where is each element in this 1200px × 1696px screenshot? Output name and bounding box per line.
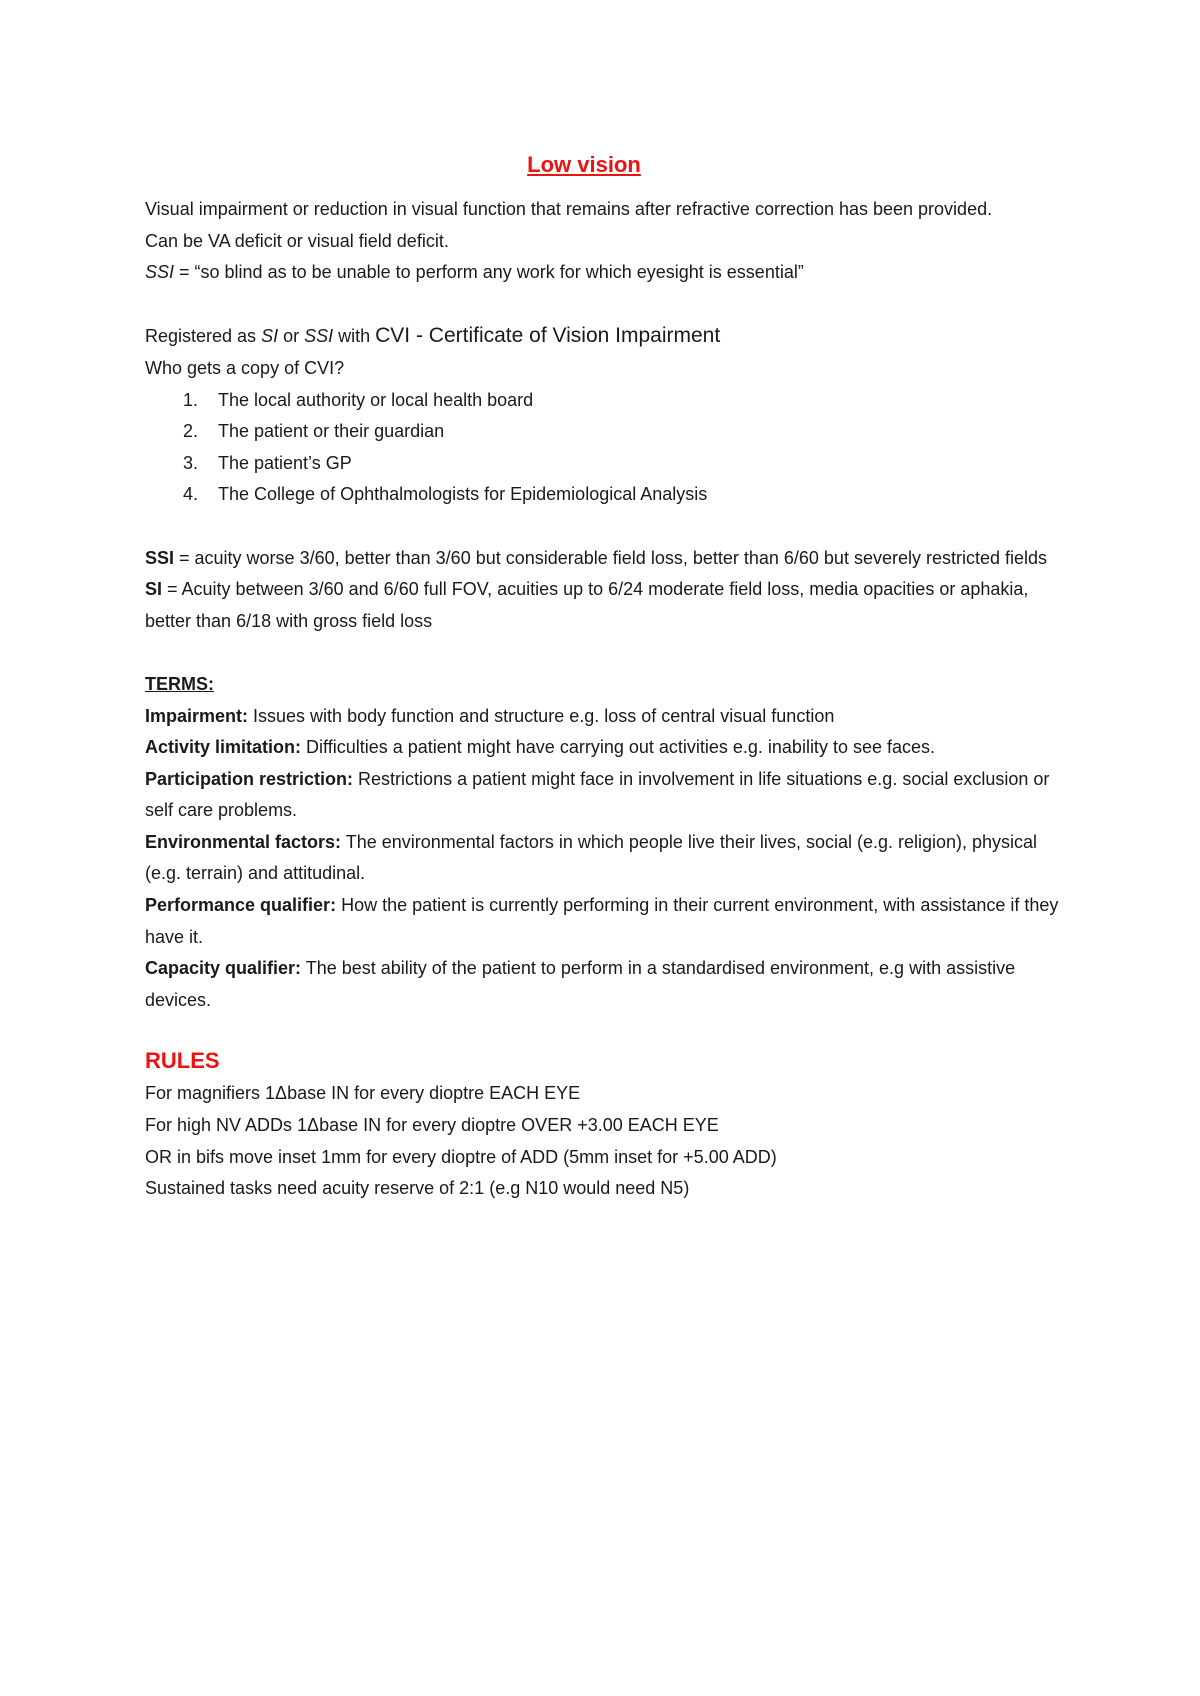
spacer [145,289,1065,321]
ssi-criteria [145,543,1065,575]
list-item [145,448,1065,480]
registration-line [145,320,1065,353]
ssi-criteria-label: SSI [145,547,175,568]
list-item [145,385,1065,417]
intro-deficit-types: Can be VA deficit or visual field deficit. [145,230,449,251]
document-body [145,150,1065,1205]
term-label: Capacity qualifier: [145,958,302,979]
si-criteria-text: = Acuity between 3/60 and 6/60 full FOV, acuities up to 6/24 moderate field loss, media opacities or aphakia, better than 6/18 with gross field loss [145,579,1029,631]
list-number: 3. [183,452,199,473]
term-label: Participation restriction: [145,768,354,789]
term-label: Activity limitation: [145,737,302,758]
term-text: Issues with body function and structure e.g. loss of central visual function [248,705,835,726]
spacer [145,1016,1065,1044]
term-capacity-qualifier [145,953,1065,1016]
spacer [145,511,1065,543]
intro-ssi-definition [145,257,1065,289]
term-performance-qualifier [145,890,1065,953]
page-title [145,150,1065,180]
term-participation-restriction [145,764,1065,827]
term-environmental-factors [145,827,1065,890]
list-number: 1. [183,389,199,410]
rule-line: OR in bifs move inset 1mm for every dioptre of ADD (5mm inset for +5.00 ADD) [145,1146,777,1167]
si-criteria [145,574,1065,637]
term-text: Difficulties a patient might have carrying out activities e.g. inability to see faces. [301,737,935,758]
list-text: The local authority or local health board [218,389,534,410]
list-text: The patient or their guardian [218,421,445,442]
term-label: Environmental factors: [145,831,342,852]
list-number: 4. [183,484,199,505]
cvi-recipients-list [145,385,1065,511]
list-number: 2. [183,421,199,442]
term-label: Performance qualifier: [145,895,337,916]
term-label: Impairment: [145,705,249,726]
term-activity-limitation [145,732,1065,764]
cvi-question: Who gets a copy of CVI? [145,357,345,378]
spacer [145,637,1065,669]
rules-heading: RULES [145,1048,220,1074]
list-text: The patient’s GP [218,452,352,473]
list-item [145,479,1065,511]
term-impairment [145,701,1065,733]
intro-definition: Visual impairment or reduction in visual function that remains after refractive correction has been provided. [145,199,993,219]
ssi-quote: = “so blind as to be unable to perform any work for which eyesight is essential” [174,262,804,283]
term-text: The environmental factors in which people live their lives, social (e.g. religion), physical (e.g. terrain) and attitudinal. [145,831,1038,884]
title-text: Low vision [527,152,641,177]
registration-si: SI [261,326,279,347]
registration-ssi: SSI [304,326,334,347]
ssi-criteria-text: = acuity worse 3/60, better than 3/60 but considerable field loss, better than 6/60 but severely restricted fields [174,547,1048,568]
registration-cvi: CVI - Certificate of Vision Impairment [375,324,721,348]
list-text: The College of Ophthalmologists for Epidemiological Analysis [218,484,708,505]
term-text: Restrictions a patient might face in involvement in life situations e.g. social exclusion or self care problems. [145,768,1050,821]
registration-or: or [278,326,305,347]
rule-line: For high NV ADDs 1Δbase IN for every dioptre OVER +3.00 EACH EYE [145,1115,719,1136]
registration-with: with [333,326,376,347]
si-criteria-label: SI [145,579,163,600]
terms-heading: TERMS: [145,673,214,694]
ssi-italic-label: SSI [145,262,175,283]
rule-line: For magnifiers 1Δbase IN for every dioptre EACH EYE [145,1083,581,1104]
rule-line: Sustained tasks need acuity reserve of 2:1 (e.g N10 would need N5) [145,1178,690,1199]
term-text: How the patient is currently performing in their current environment, with assistance if they have it. [145,895,1059,947]
list-item [145,416,1065,448]
term-text: The best ability of the patient to perform in a standardised environment, e.g with assistive devices. [145,958,1016,1010]
registration-prefix: Registered as [145,326,262,347]
